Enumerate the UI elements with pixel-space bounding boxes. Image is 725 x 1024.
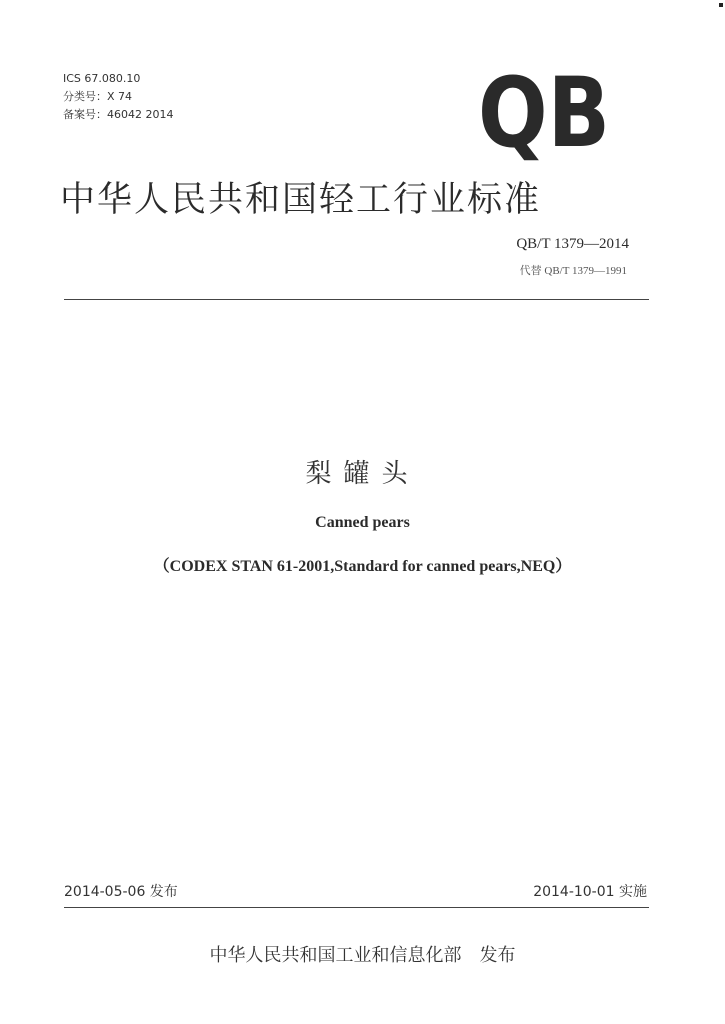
codex-reference: （CODEX STAN 61-2001,Standard for canned pears,NEQ） [153,558,572,575]
standard-number-text: QB/T 1379—2014 [516,236,629,252]
publisher: 中华人民共和国工业和信息化部 发布 [209,945,516,966]
qb-logo [476,57,612,169]
document-title-cn: 梨罐头 [305,459,420,489]
issue-date: 2014-05-06 发布 [64,884,178,900]
standard-number [516,236,629,253]
ics-code: ICS 67.080.10 [63,72,141,85]
effective-date: 2014-10-01 实施 [533,884,647,900]
document-title-en: Canned pears [315,514,410,531]
industry-standard-title: 中华人民共和国轻工行业标准 [60,180,542,220]
replaces-standard: 代替 QB/T 1379—1991 [519,265,627,277]
bottom-divider [64,907,649,908]
filing-number: 备案号：46042 2014 [63,108,174,121]
top-divider [64,299,649,300]
qb-logo-text: QB [478,57,610,169]
classification-number: 分类号：X 74 [63,90,133,103]
corner-mark [719,3,723,7]
